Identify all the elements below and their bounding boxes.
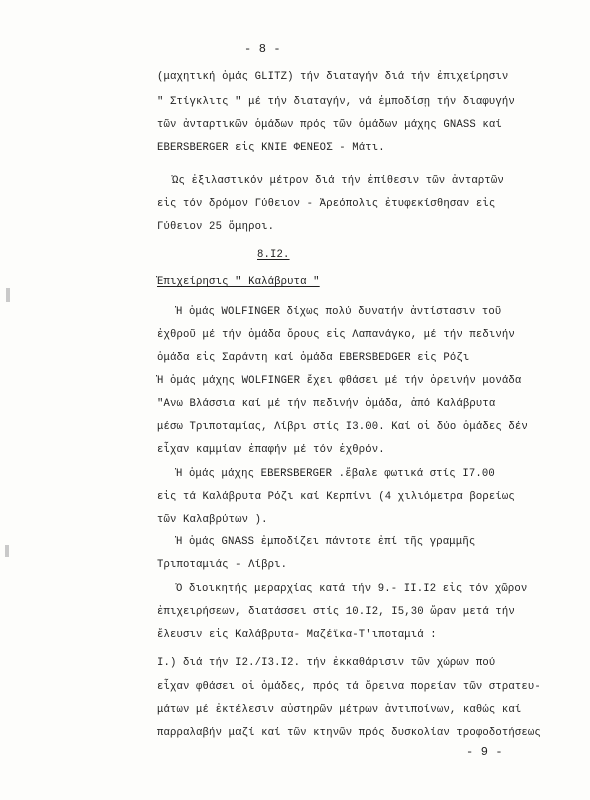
text-line: "Ανω Βλάσσια καί μέ τήν πεδινήν ὁμάδα, ἀπό Καλάβρυτα (157, 398, 496, 410)
text-line: εἶχαν καμμίαν ἐπαφήν μέ τόν ἐχθρόν. (157, 444, 385, 456)
text-line: τῶν Καλαβρύτων ). (157, 514, 268, 526)
text-line: Ὁ διοικητής μεραρχίας κατά τήν 9.- II.I2 εἰς τόν χῶρον (176, 583, 528, 595)
page-number-top: - 8 - (244, 42, 281, 56)
text-line: ὁμάδα εἰς Σαράντη καί ὁμάδα EBERSBEDGER εἰς Ρόζι (157, 352, 470, 364)
text-line: Ἡ ὁμάς WOLFINGER δίχως πολύ δυνατήν ἀντίστασιν τοῦ (176, 306, 502, 318)
section-date: 8.I2. (257, 249, 290, 261)
text-line: Ἡ ὁμάς GNASS ἐμποδίζει πάντοτε ἐπί τῆς γραμμῆς (176, 536, 476, 548)
punch-hole-mark (6, 288, 10, 302)
text-line: εἰς τά Καλάβρυτα Ρόζι καί Κερπίνι (4 χιλιόμετρα βορείως (157, 491, 515, 503)
text-line: παρραλαβήν μαζί καί τῶν κτηνῶν πρός δυσκολίαν τροφοδοτήσεως (157, 727, 541, 739)
text-line: Ἡ ὁμάς μάχης EBERSBERGER .ἔβαλε φωτικά στίς I7.00 (176, 468, 495, 480)
text-line: (μαχητική ὁμάς GLITZ) τήν διαταγήν διά τήν ἐπιχείρησιν (157, 71, 509, 83)
text-line: τῶν ἀνταρτικῶν ὁμάδων πρός τῶν ὁμάδων μάχης GNASS καί (157, 119, 502, 131)
text-line: εἶχαν φθάσει οἱ ὁμάδες, πρός τά ὄρεινα πορείαν τῶν στρατευ- (157, 681, 541, 693)
text-line: I.) διά τήν I2./I3.I2. τήν ἐκκαθάρισιν τῶν χώρων πού (157, 657, 496, 669)
text-line: ἔλευσιν εἰς Καλάβρυτα- Μαζέϊκα-Τ'ιποταμιά : (157, 629, 437, 641)
text-line: ἐπιχειρήσεων, διατάσσει στίς 10.I2, I5,30 ὥραν μετά τήν (157, 606, 515, 618)
section-title: Ἐπιχείρησις " Καλάβρυτα " (157, 276, 320, 288)
page-number-bottom: - 9 - (466, 745, 503, 759)
text-line: μέσω Τριποταμίας, Λίβρι στίς I3.00. Καί οἱ δύο ὁμάδες δέν (157, 421, 528, 433)
text-line: μάτων μέ ἐκτέλεσιν αὐστηρῶν μέτρων ἀντιποίνων, καθώς καί (157, 704, 522, 716)
text-line: Τριποταμιάς - Λίβρι. (157, 559, 288, 571)
text-line: " Στίγκλιτς " μέ τήν διαταγήν, νά ἐμποδίσῃ τήν διαφυγήν (157, 96, 515, 108)
punch-hole-mark (5, 545, 9, 557)
text-line: EBERSBERGER εἰς KNIE ΦΕΝΕΟΣ - Μάτι. (157, 142, 385, 154)
text-line: ἐχθροῦ μέ τήν ὁμάδα ὄρους εἰς Λαπανάγκο, μέ τήν πεδινήν (157, 329, 515, 341)
text-line: Γύθειον 25 ὅμηροι. (157, 221, 275, 233)
text-line: εἰς τόν δρόμον Γύθειον - Ἀρεόπολις ἐτυφεκίσθησαν εἰς (157, 198, 496, 210)
text-line: Ἡ ὁμάς μάχης WOLFINGER ἔχει φθάσει μέ τήν ὀρεινήν μονάδα (157, 375, 522, 387)
text-line: Ὡς ἐξιλαστικόν μέτρον διά τήν ἐπίθεσιν τῶν ἀνταρτῶν (172, 175, 504, 187)
